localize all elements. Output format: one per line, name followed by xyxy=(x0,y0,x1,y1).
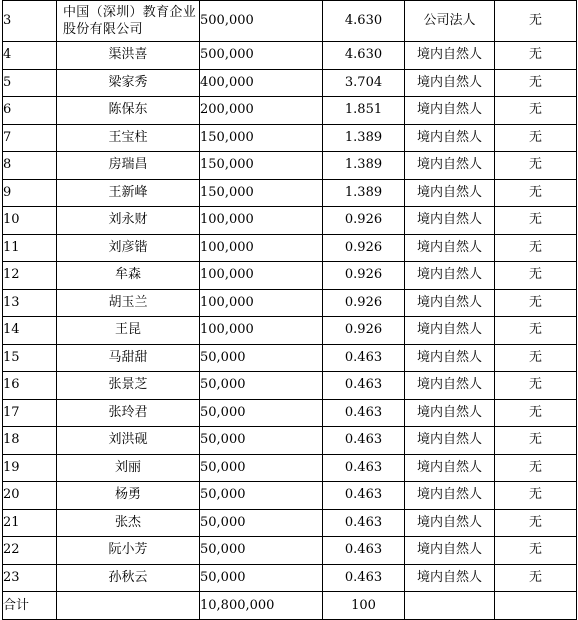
row-number-cell: 15 xyxy=(3,344,57,372)
pledge-status-cell: 无 xyxy=(495,454,577,482)
pledge-status-cell: 无 xyxy=(495,234,577,262)
pledge-status-cell: 无 xyxy=(495,42,577,70)
table-row xyxy=(3,537,577,565)
row-number-cell: 19 xyxy=(3,454,57,482)
shareholder-nature-cell: 境内自然人 xyxy=(405,537,495,565)
shareholder-nature-cell: 境内自然人 xyxy=(405,124,495,152)
pledge-status-cell: 无 xyxy=(495,372,577,400)
pledge-status-cell: 无 xyxy=(495,482,577,510)
total-pledge-cell xyxy=(495,592,577,620)
share-percent-cell: 4.630 xyxy=(323,42,405,70)
shareholder-name-cell: 王昆 xyxy=(57,317,200,345)
table-row xyxy=(3,97,577,125)
shareholder-name-cell: 刘彦锴 xyxy=(57,234,200,262)
shareholder-nature-cell: 境内自然人 xyxy=(405,234,495,262)
shareholder-nature-cell: 境内自然人 xyxy=(405,289,495,317)
shareholder-nature-cell: 境内自然人 xyxy=(405,42,495,70)
shareholder-name-cell: 刘永财 xyxy=(57,207,200,235)
shareholder-nature-cell: 境内自然人 xyxy=(405,482,495,510)
pledge-status-cell: 无 xyxy=(495,69,577,97)
shareholder-name-cell: 马甜甜 xyxy=(57,344,200,372)
shareholder-nature-cell: 境内自然人 xyxy=(405,454,495,482)
share-count-cell: 50,000 xyxy=(200,344,323,372)
share-percent-cell: 0.926 xyxy=(323,317,405,345)
total-empty-cell xyxy=(57,592,200,620)
row-number-cell: 8 xyxy=(3,152,57,180)
row-number-cell: 5 xyxy=(3,69,57,97)
share-count-cell: 50,000 xyxy=(200,537,323,565)
row-number-cell: 6 xyxy=(3,97,57,125)
table-row xyxy=(3,317,577,345)
row-number-cell: 23 xyxy=(3,564,57,592)
row-number-cell: 11 xyxy=(3,234,57,262)
share-count-cell: 500,000 xyxy=(200,1,323,42)
shareholder-nature-cell: 境内自然人 xyxy=(405,262,495,290)
share-count-cell: 100,000 xyxy=(200,234,323,262)
row-number-cell: 7 xyxy=(3,124,57,152)
share-percent-cell: 0.463 xyxy=(323,564,405,592)
share-count-cell: 150,000 xyxy=(200,179,323,207)
shareholder-name-cell: 张杰 xyxy=(57,509,200,537)
row-number-cell: 3 xyxy=(3,1,57,42)
shareholder-nature-cell: 境内自然人 xyxy=(405,564,495,592)
pledge-status-cell: 无 xyxy=(495,207,577,235)
share-count-cell: 200,000 xyxy=(200,97,323,125)
shareholder-name-cell: 刘洪砚 xyxy=(57,427,200,455)
shareholder-name-cell: 阮小芳 xyxy=(57,537,200,565)
pledge-status-cell: 无 xyxy=(495,289,577,317)
table-row xyxy=(3,262,577,290)
table-row xyxy=(3,179,577,207)
shareholder-nature-cell: 境内自然人 xyxy=(405,399,495,427)
shareholder-name-cell: 房瑞昌 xyxy=(57,152,200,180)
share-count-cell: 50,000 xyxy=(200,509,323,537)
shareholder-nature-cell: 境内自然人 xyxy=(405,207,495,235)
shareholder-name-cell: 张景芝 xyxy=(57,372,200,400)
share-count-cell: 50,000 xyxy=(200,564,323,592)
pledge-status-cell: 无 xyxy=(495,262,577,290)
table-row xyxy=(3,42,577,70)
share-count-cell: 50,000 xyxy=(200,399,323,427)
share-percent-cell: 0.463 xyxy=(323,537,405,565)
share-percent-cell: 0.463 xyxy=(323,482,405,510)
shareholder-name-cell: 梁家秀 xyxy=(57,69,200,97)
pledge-status-cell: 无 xyxy=(495,317,577,345)
row-number-cell: 4 xyxy=(3,42,57,70)
table-row xyxy=(3,564,577,592)
share-count-cell: 50,000 xyxy=(200,482,323,510)
pledge-status-cell: 无 xyxy=(495,179,577,207)
share-percent-cell: 0.926 xyxy=(323,289,405,317)
share-percent-cell: 1.389 xyxy=(323,152,405,180)
pledge-status-cell: 无 xyxy=(495,97,577,125)
row-number-cell: 22 xyxy=(3,537,57,565)
pledge-status-cell: 无 xyxy=(495,152,577,180)
pledge-status-cell: 无 xyxy=(495,564,577,592)
share-percent-cell: 0.463 xyxy=(323,427,405,455)
table-row xyxy=(3,372,577,400)
table-row xyxy=(3,289,577,317)
total-shares-cell: 10,800,000 xyxy=(200,592,323,620)
share-percent-cell: 0.463 xyxy=(323,399,405,427)
row-number-cell: 16 xyxy=(3,372,57,400)
share-percent-cell: 0.926 xyxy=(323,234,405,262)
shareholder-nature-cell: 境内自然人 xyxy=(405,372,495,400)
share-percent-cell: 0.463 xyxy=(323,372,405,400)
table-row xyxy=(3,124,577,152)
shareholder-name-cell: 王新峰 xyxy=(57,179,200,207)
pledge-status-cell: 无 xyxy=(495,509,577,537)
share-count-cell: 100,000 xyxy=(200,207,323,235)
total-nature-cell xyxy=(405,592,495,620)
shareholder-name-cell: 陈保东 xyxy=(57,97,200,125)
row-number-cell: 10 xyxy=(3,207,57,235)
share-percent-cell: 4.630 xyxy=(323,1,405,42)
row-number-cell: 14 xyxy=(3,317,57,345)
total-percent-cell: 100 xyxy=(323,592,405,620)
share-count-cell: 100,000 xyxy=(200,262,323,290)
shareholder-nature-cell: 境内自然人 xyxy=(405,509,495,537)
share-percent-cell: 0.463 xyxy=(323,454,405,482)
table-row xyxy=(3,399,577,427)
table-row xyxy=(3,454,577,482)
shareholder-nature-cell: 境内自然人 xyxy=(405,317,495,345)
share-count-cell: 50,000 xyxy=(200,372,323,400)
shareholder-name-cell: 王宝柱 xyxy=(57,124,200,152)
shareholder-nature-cell: 境内自然人 xyxy=(405,179,495,207)
shareholder-name-cell: 渠洪喜 xyxy=(57,42,200,70)
table-row xyxy=(3,152,577,180)
shareholder-name-cell: 胡玉兰 xyxy=(57,289,200,317)
share-percent-cell: 0.463 xyxy=(323,509,405,537)
table-row xyxy=(3,234,577,262)
row-number-cell: 9 xyxy=(3,179,57,207)
table-row xyxy=(3,344,577,372)
shareholder-name-cell: 孙秋云 xyxy=(57,564,200,592)
share-count-cell: 150,000 xyxy=(200,152,323,180)
row-number-cell: 13 xyxy=(3,289,57,317)
shareholder-name-cell: 张玲君 xyxy=(57,399,200,427)
share-percent-cell: 1.389 xyxy=(323,124,405,152)
share-count-cell: 100,000 xyxy=(200,317,323,345)
pledge-status-cell: 无 xyxy=(495,1,577,42)
share-count-cell: 400,000 xyxy=(200,69,323,97)
pledge-status-cell: 无 xyxy=(495,344,577,372)
shareholder-nature-cell: 公司法人 xyxy=(405,1,495,42)
pledge-status-cell: 无 xyxy=(495,537,577,565)
row-number-cell: 18 xyxy=(3,427,57,455)
share-count-cell: 150,000 xyxy=(200,124,323,152)
shareholder-nature-cell: 境内自然人 xyxy=(405,427,495,455)
total-label-cell: 合计 xyxy=(3,592,57,620)
table-row xyxy=(3,482,577,510)
shareholder-nature-cell: 境内自然人 xyxy=(405,97,495,125)
share-percent-cell: 0.926 xyxy=(323,207,405,235)
table-row xyxy=(3,207,577,235)
table-row xyxy=(3,427,577,455)
shareholder-name-cell: 杨勇 xyxy=(57,482,200,510)
share-count-cell: 500,000 xyxy=(200,42,323,70)
share-percent-cell: 3.704 xyxy=(323,69,405,97)
share-count-cell: 50,000 xyxy=(200,427,323,455)
row-number-cell: 12 xyxy=(3,262,57,290)
row-number-cell: 21 xyxy=(3,509,57,537)
share-percent-cell: 0.926 xyxy=(323,262,405,290)
pledge-status-cell: 无 xyxy=(495,399,577,427)
table-row xyxy=(3,1,577,42)
shareholder-nature-cell: 境内自然人 xyxy=(405,69,495,97)
shareholder-name-cell: 中国（深圳）教育企业股份有限公司 xyxy=(57,1,200,42)
shareholder-nature-cell: 境内自然人 xyxy=(405,152,495,180)
pledge-status-cell: 无 xyxy=(495,124,577,152)
row-number-cell: 17 xyxy=(3,399,57,427)
shareholder-table-body xyxy=(3,1,577,620)
shareholder-name-cell: 牟森 xyxy=(57,262,200,290)
table-row xyxy=(3,69,577,97)
share-percent-cell: 1.851 xyxy=(323,97,405,125)
shareholder-name-cell: 刘丽 xyxy=(57,454,200,482)
total-row xyxy=(3,592,577,620)
share-percent-cell: 0.463 xyxy=(323,344,405,372)
row-number-cell: 20 xyxy=(3,482,57,510)
shareholder-nature-cell: 境内自然人 xyxy=(405,344,495,372)
table-row xyxy=(3,509,577,537)
shareholder-table xyxy=(2,0,577,620)
share-count-cell: 100,000 xyxy=(200,289,323,317)
pledge-status-cell: 无 xyxy=(495,427,577,455)
share-percent-cell: 1.389 xyxy=(323,179,405,207)
share-count-cell: 50,000 xyxy=(200,454,323,482)
